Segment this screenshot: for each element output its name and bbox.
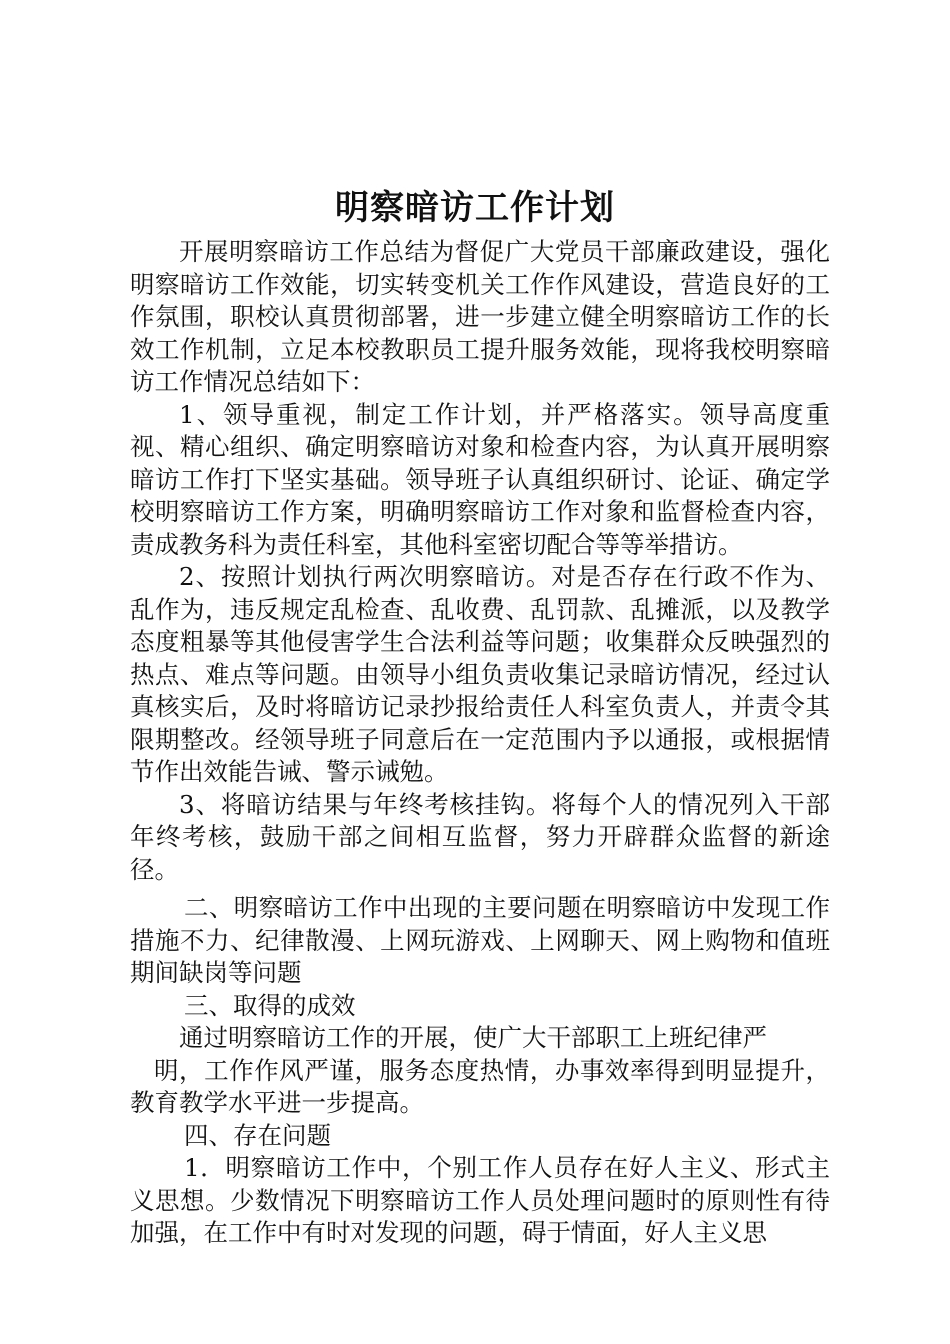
paragraph-section-4-item-1: 1．明察暗访工作中，个别工作人员存在好人主义、形式主义思想。少数情况下明察暗访工作人员处理问题时的原则性有待加强，在工作中有时对发现的问题，碍于情面，好人主义思	[130, 1153, 830, 1247]
document-body	[130, 236, 830, 1250]
paragraph-section-3-line2: 明，工作作风严谨，服务态度热情，办事效率得到明显提升，教育教学水平进一步提高。	[130, 1055, 830, 1117]
heading-section-3: 三、取得的成效	[184, 990, 356, 1020]
paragraph-section-2: 二、明察暗访工作中出现的主要问题在明察暗访中发现工作措施不力、纪律散漫、上网玩游戏、上网聊天、网上购物和值班期间缺岗等问题	[130, 893, 830, 987]
heading-section-4: 四、存在问题	[184, 1120, 331, 1150]
paragraph-item-2: 2、按照计划执行两次明察暗访。对是否存在行政不作为、乱作为，违反规定乱检查、乱收费、乱罚款、乱摊派，以及教学态度粗暴等其他侵害学生合法利益等问题；收集群众反映强烈的热点、难点等问题。由领导小组负责收集记录暗访情况，经过认真核实后，及时将暗访记录抄报给责任人科室负责人，并责令其限期整改。经领导班子同意后在一定范围内予以通报，或根据情节作出效能告诫、警示诫勉。	[130, 562, 830, 786]
paragraph-item-3: 3、将暗访结果与年终考核挂钩。将每个人的情况列入干部年终考核，鼓励干部之间相互监督，努力开辟群众监督的新途径。	[130, 789, 830, 884]
document-title: 明察暗访工作计划	[335, 188, 615, 228]
paragraph-intro: 开展明察暗访工作总结为督促广大党员干部廉政建设，强化明察暗访工作效能，切实转变机关工作作风建设，营造良好的工作氛围，职校认真贯彻部署，进一步建立健全明察暗访工作的长效工作机制，立足本校教职员工提升服务效能，现将我校明察暗访工作情况总结如下：	[130, 237, 830, 396]
paragraph-section-3-line1: 通过明察暗访工作的开展，使广大干部职工上班纪律严	[179, 1023, 767, 1052]
paragraph-item-1: 1、领导重视，制定工作计划，并严格落实。领导高度重视、精心组织、确定明察暗访对象和检查内容，为认真开展明察暗访工作打下坚实基础。领导班子认真组织研讨、论证、确定学校明察暗访工作方案，明确明察暗访工作对象和监督检查内容，责成教务科为责任科室，其他科室密切配合等等举措访。	[130, 399, 830, 559]
